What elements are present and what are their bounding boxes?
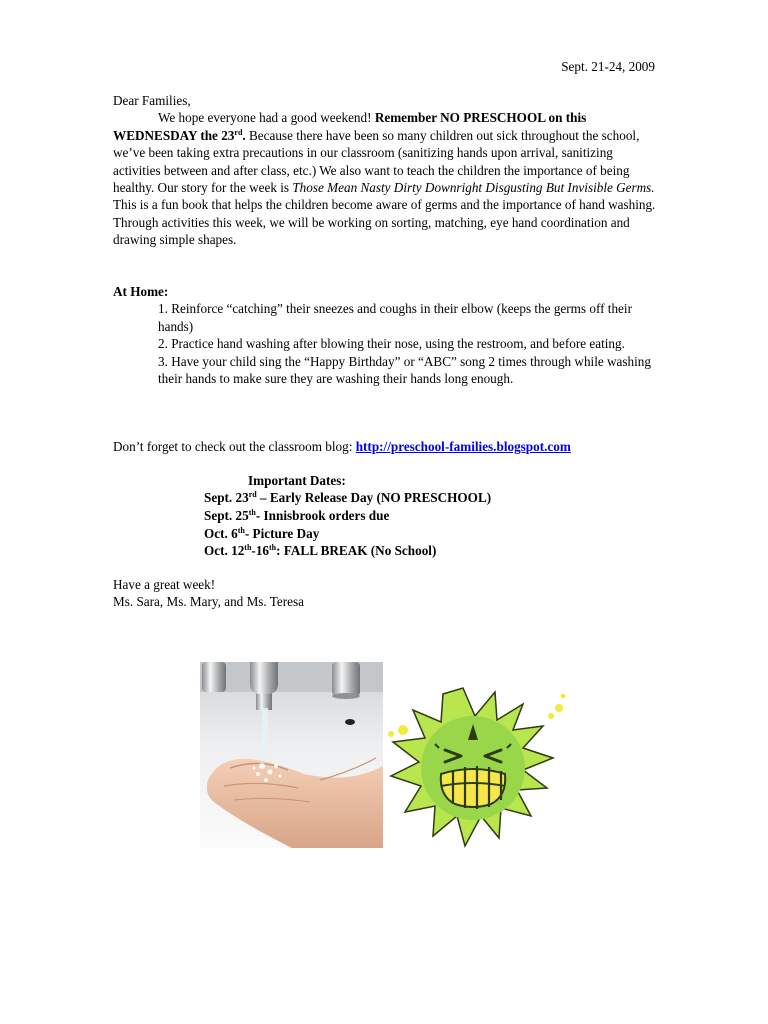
date-pre: Oct. 6 <box>204 526 238 541</box>
date-post: - Picture Day <box>244 526 320 541</box>
important-date-item <box>204 525 319 542</box>
date-post: – Early Release Day (NO PRESCHOOL) <box>256 490 492 505</box>
at-home-section <box>113 283 658 387</box>
date-sup: th <box>237 526 245 535</box>
germ-image <box>383 686 571 854</box>
date-pre: Sept. 23 <box>204 490 249 505</box>
important-date-item <box>204 507 389 524</box>
greeting: Dear Families, <box>113 93 191 108</box>
signature: Ms. Sara, Ms. Mary, and Ms. Teresa <box>113 594 304 610</box>
book-title: Those Mean Nasty Dirty Downright Disgusting But Invisible Germs. <box>292 180 655 196</box>
date-sup: th <box>269 543 277 552</box>
at-home-list <box>113 300 658 387</box>
reminder-text: Remember NO PRESCHOOL on this WEDNESDAY the 23 <box>113 110 587 143</box>
intro-text-2: Because there have been so many children out sick throughout the school, we’ve been taking extra precautions in our classroom (sanitizing hands upon arrival, sanitizing activities between and after class, etc.) We also want to teach the children the importance of being healthy. Our story for the week is <box>113 127 640 196</box>
closing-block <box>113 576 658 611</box>
letter-body <box>113 92 658 249</box>
blog-link[interactable]: http://preschool-families.blogspot.com <box>355 439 571 454</box>
intro-text-3: This is a fun book that helps the children become aware of germs and the importance of hand washing. Through activities this week, we will be working on sorting, matching, eye hand coordination and drawing simple shapes. <box>113 197 656 248</box>
reminder-end: . <box>242 127 246 143</box>
date-sup: th <box>248 508 256 517</box>
closing-line: Have a great week! <box>113 577 216 592</box>
at-home-heading: At Home: <box>113 284 169 299</box>
important-date-item <box>204 542 436 559</box>
list-item: 2. Practice hand washing after blowing their nose, using the restroom, and before eating. <box>158 336 625 352</box>
intro-paragraph <box>113 109 658 248</box>
letter-date: Sept. 21-24, 2009 <box>561 59 655 74</box>
blog-line <box>113 438 658 455</box>
list-item: 1. Reinforce “catching” their sneezes and coughs in their elbow (keeps the germs off their hands) <box>158 301 632 334</box>
reminder-sup: rd <box>234 127 243 137</box>
important-dates-title: Important Dates: <box>248 473 346 488</box>
date-mid: -16 <box>251 543 270 558</box>
intro-text-1: We hope everyone had a good weekend! <box>158 110 375 126</box>
hand-washing-image <box>200 662 383 848</box>
list-item: 3. Have your child sing the “Happy Birthday” or “ABC” song 2 times through while washing their hands to make sure they are washing their hands long enough. <box>158 353 651 387</box>
blog-text: Don’t forget to check out the classroom blog: <box>113 439 356 454</box>
date-sup: rd <box>248 490 257 499</box>
important-date-item <box>204 489 491 506</box>
date-post: : FALL BREAK (No School) <box>276 543 437 558</box>
date-pre: Oct. 12 <box>204 543 245 558</box>
date-pre: Sept. 25 <box>204 508 249 523</box>
date-post: - Innisbrook orders due <box>255 508 390 523</box>
date-sup: th <box>244 543 252 552</box>
